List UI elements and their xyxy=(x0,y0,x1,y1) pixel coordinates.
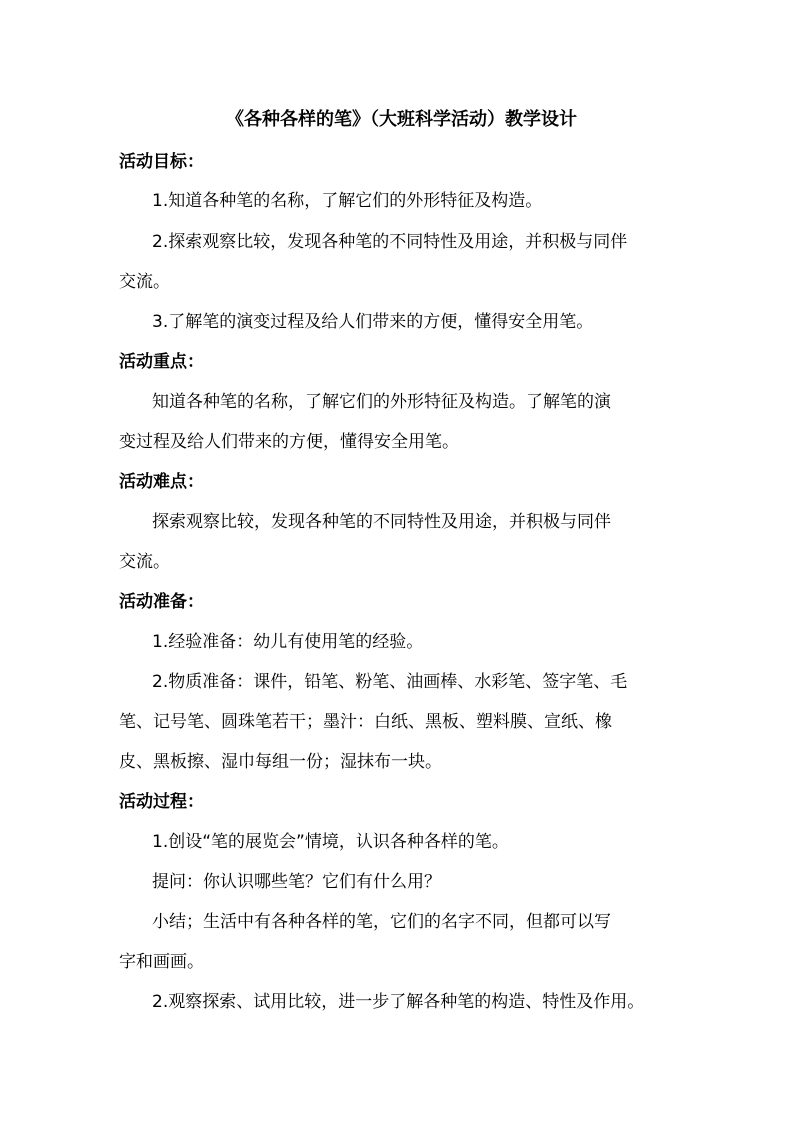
process-step-1: 1.创设“笔的展览会”情境，认识各种各样的笔。 xyxy=(152,832,509,852)
key-points-text-continuation: 变过程及给人们带来的方便，懂得安全用笔。 xyxy=(119,432,459,452)
goals-item-1: 1.知道各种笔的名称，了解它们的外形特征及构造。 xyxy=(152,191,543,211)
preparation-item-2-continuation-1: 笔、记号笔、圆珠笔若干；墨汁：白纸、黑板、塑料膜、宣纸、橡 xyxy=(119,712,612,732)
process-question: 提问：你认识哪些笔？它们有什么用？ xyxy=(152,872,441,892)
difficulties-text: 探索观察比较，发现各种笔的不同特性及用途，并积极与同伴 xyxy=(152,512,611,532)
goals-heading: 活动目标： xyxy=(119,152,204,172)
key-points-text: 知道各种笔的名称，了解它们的外形特征及构造。了解笔的演 xyxy=(152,392,611,412)
preparation-item-1: 1.经验准备：幼儿有使用笔的经验。 xyxy=(152,632,424,652)
key-points-heading: 活动重点： xyxy=(119,352,204,372)
difficulties-heading: 活动难点： xyxy=(119,472,204,492)
goals-item-2: 2.探索观察比较，发现各种笔的不同特性及用途，并积极与同伴 xyxy=(152,232,628,252)
process-step-2: 2.观察探索、试用比较，进一步了解各种笔的构造、特性及作用。 xyxy=(152,992,645,1012)
process-summary-continuation: 字和画画。 xyxy=(119,952,204,972)
preparation-heading: 活动准备： xyxy=(119,592,204,612)
document-title: 《各种各样的笔》（大班科学活动）教学设计 xyxy=(226,109,577,130)
goals-item-2-continuation: 交流。 xyxy=(119,272,170,292)
preparation-item-2-continuation-2: 皮、黑板擦、湿巾每组一份；湿抹布一块。 xyxy=(119,752,442,772)
preparation-item-2: 2.物质准备：课件，铅笔、粉笔、油画棒、水彩笔、签字笔、毛 xyxy=(152,672,628,692)
process-heading: 活动过程： xyxy=(119,792,204,812)
difficulties-text-continuation: 交流。 xyxy=(119,552,170,572)
process-summary: 小结；生活中有各种各样的笔，它们的名字不同，但都可以写 xyxy=(152,912,611,932)
goals-item-3: 3.了解笔的演变过程及给人们带来的方便，懂得安全用笔。 xyxy=(152,312,594,332)
